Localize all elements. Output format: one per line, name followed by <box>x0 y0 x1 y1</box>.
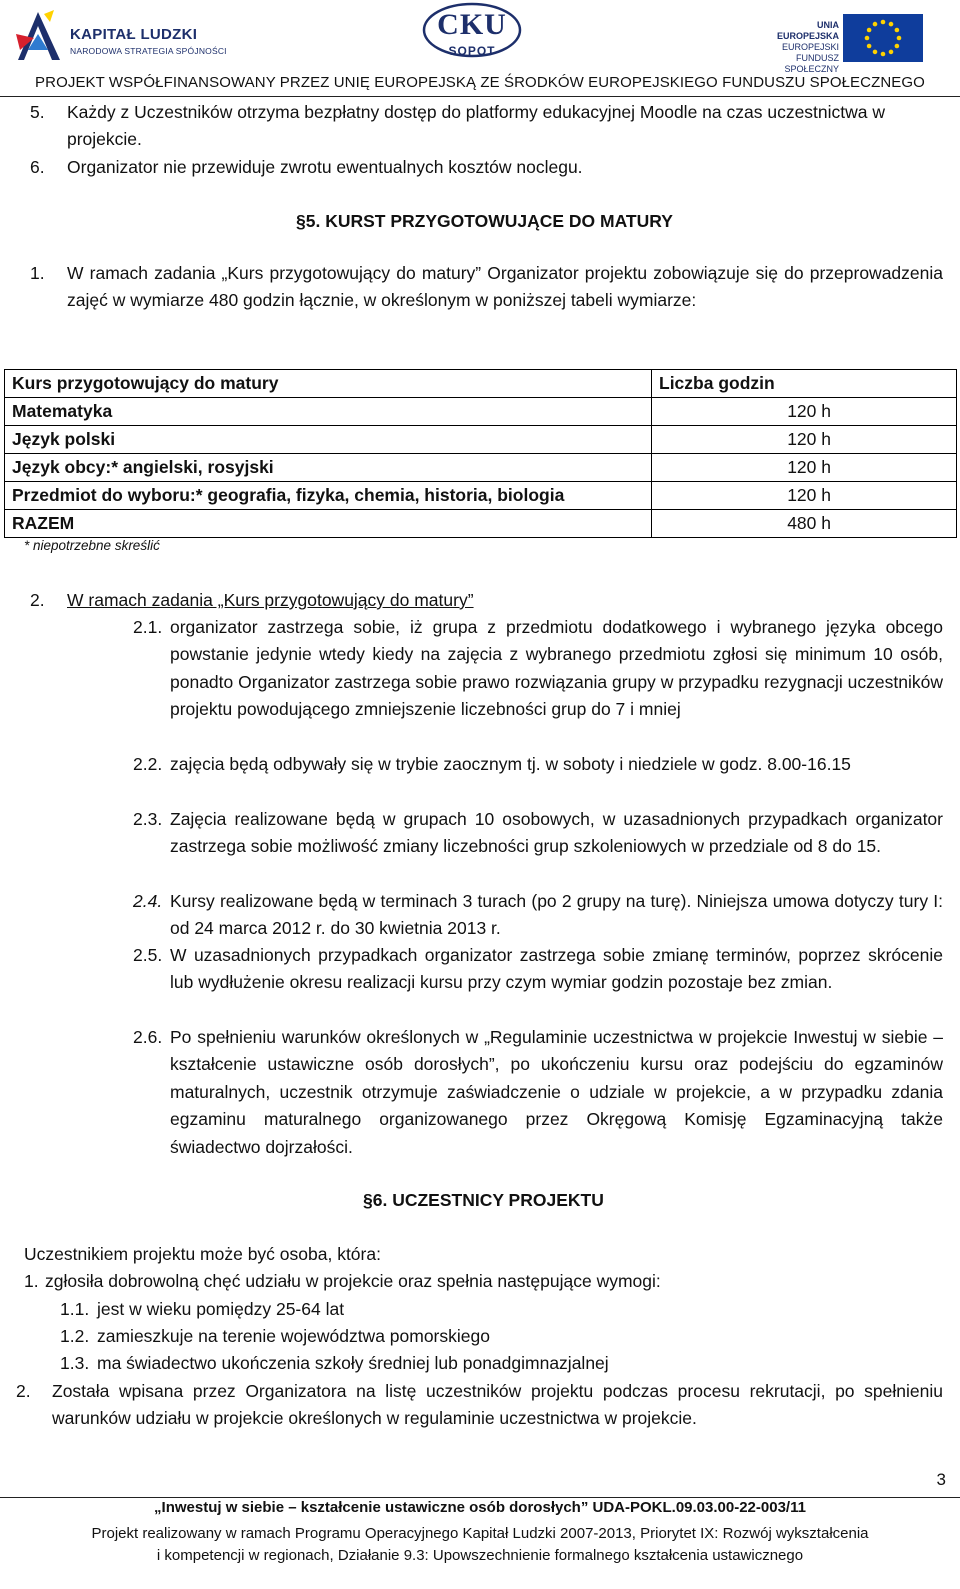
sub-text: Po spełnieniu warunków określonych w „Regulaminie uczestnictwa w projekcie Inwestuj w siebie – kształcenie ustawiczne osób dorosłych”, po ukończeniu kursu oraz podejściu do egzaminów maturalnych, uczestnik otrzymuje zaświadczenie o udziale w projekcie, a w przypadku zdania egzaminu maturalnego organizowanego przez Okręgową Komisję Egzaminacyjną także świadectwo dojrzałości. <box>170 1027 943 1157</box>
eu-line-3: FUNDUSZ SPOŁECZNY <box>784 53 839 74</box>
item-6-number: 6. <box>30 157 45 177</box>
eu-line-1: UNIA EUROPEJSKA <box>776 20 839 41</box>
sub-text: zamieszkuje na terenie województwa pomorskiego <box>97 1326 490 1346</box>
table-footnote: * niepotrzebne skreślić <box>24 538 160 553</box>
table-cell-subject: Przedmiot do wyboru:* geografia, fizyka, chemia, historia, biologia <box>5 482 652 510</box>
item-5-number: 5. <box>30 102 45 122</box>
table-cell-hours: 120 h <box>652 454 957 482</box>
s5-p2-text: W ramach zadania „Kurs przygotowujący do matury” <box>67 590 474 610</box>
table-header-course: Kurs przygotowujący do matury <box>5 370 652 398</box>
table-cell-subject: Język polski <box>5 426 652 454</box>
table-row-total <box>5 510 957 538</box>
sub-text: Kursy realizowane będą w terminach 3 turach (po 2 grupy na turę). Niniejsza umowa dotyczy tury I: od 24 marca 2012 r. do 30 kwietnia 2013 r. <box>170 891 943 939</box>
sub-text: zajęcia będą odbywały się w trybie zaocznym tj. w soboty i niedziele w godz. 8.00-16.15 <box>170 754 851 774</box>
s6-item-2-text: Została wpisana przez Organizatora na listę uczestników projektu podczas procesu rekrutacji, po spełnieniu warunków udziału w projekcie określonych w regulaminie uczestnictwa w projekcie. <box>52 1381 943 1429</box>
table-cell-hours: 120 h <box>652 398 957 426</box>
project-cofinancing-line: PROJEKT WSPÓŁFINANSOWANY PRZEZ UNIĘ EUROPEJSKĄ ZE ŚRODKÓW EUROPEJSKIEGO FUNDUSZU SPOŁECZNEGO <box>35 74 925 91</box>
s6-item-2-number: 2. <box>16 1381 31 1401</box>
table-cell-hours: 120 h <box>652 426 957 454</box>
footer-line-2: Projekt realizowany w ramach Programu Operacyjnego Kapitał Ludzki 2007-2013, Priorytet IX: Rozwój wykształcenia <box>91 1525 869 1542</box>
item-5-text: Każdy z Uczestników otrzyma bezpłatny dostęp do platformy edukacyjnej Moodle na czas uczestnictwa w projekcie. <box>67 102 886 150</box>
footer-program-info <box>0 1523 960 1567</box>
kapital-ludzki-logo <box>14 4 234 64</box>
table-cell-subject: RAZEM <box>5 510 652 538</box>
item-6-text: Organizator nie przewiduje zwrotu ewentualnych kosztów noclegu. <box>67 157 583 177</box>
table-header-hours: Liczba godzin <box>652 370 957 398</box>
s5-p1-text: W ramach zadania „Kurs przygotowujący do matury” Organizator projektu zobowiązuje się do przeprowadzenia zajęć w wymiarze 480 godzin łącznie, w określonym w poniższej tabeli wymiarze: <box>67 263 943 311</box>
sub-text: jest w wieku pomiędzy 25-64 lat <box>97 1299 345 1319</box>
sub-text: organizator zastrzega sobie, iż grupa z przedmiotu dodatkowego i wybranego języka obcego powstanie jedynie wtedy kiedy na zajęcia z wybranego przedmiotu zgłosi się minimum 10 osób, ponadto Organizator zastrzega sobie prawo rozwiązania grupy w przypadku rezygnacji uczestników projektu powodującego zmniejszenie liczebności grup do 7 i mniej <box>170 617 943 720</box>
footer-line-3: i kompetencji w regionach, Działanie 9.3: Upowszechnienie formalnego kształcenia ustawicznego <box>156 1547 804 1564</box>
footer-project-title: „Inwestuj w siebie – kształcenie ustawiczne osób dorosłych” UDA-POKL.09.03.00-22-003/11 <box>154 1499 806 1516</box>
section-6-heading: §6. UCZESTNICY PROJEKTU <box>363 1190 604 1210</box>
sub-number: 1.2. <box>60 1326 90 1346</box>
sub-number: 2.1. <box>133 617 163 637</box>
eu-flag-icon <box>843 14 923 62</box>
table-row <box>5 482 957 510</box>
kapital-ludzki-subtitle: NARODOWA STRATEGIA SPÓJNOŚCI <box>70 46 227 56</box>
s5-p2-number: 2. <box>30 590 45 610</box>
sub-text: W uzasadnionych przypadkach organizator zastrzega sobie zmianę terminów, poprzez skrócenie lub wydłużenie okresu realizacji kursu przy czym wymiar godzin pozostaje bez zmian. <box>170 945 943 993</box>
s5-p1-number: 1. <box>30 263 45 283</box>
eu-logo-text <box>755 20 839 75</box>
header-divider <box>0 96 960 97</box>
sub-number: 2.4. <box>133 891 163 911</box>
s6-intro: Uczestnikiem projektu może być osoba, która: <box>24 1244 381 1264</box>
sub-text: ma świadectwo ukończenia szkoły średniej lub ponadgimnazjalnej <box>97 1353 609 1373</box>
table-row <box>5 398 957 426</box>
cku-subtitle: SOPOT <box>448 44 496 58</box>
table-cell-subject: Matematyka <box>5 398 652 426</box>
s6-item-1-text: zgłosiła dobrowolną chęć udziału w projekcie oraz spełnia następujące wymogi: <box>45 1271 661 1291</box>
table-row <box>5 426 957 454</box>
table-cell-subject: Język obcy:* angielski, rosyjski <box>5 454 652 482</box>
page-number: 3 <box>936 1470 946 1489</box>
eu-logo <box>755 14 923 74</box>
sub-number: 2.2. <box>133 754 163 774</box>
cku-title: CKU <box>437 8 507 41</box>
hours-table <box>4 369 957 538</box>
footer-divider <box>0 1497 960 1498</box>
sub-number: 2.6. <box>133 1027 163 1047</box>
kapital-ludzki-emblem-icon <box>14 4 64 64</box>
kapital-ludzki-title: KAPITAŁ LUDZKI <box>70 26 198 43</box>
sub-number: 1.3. <box>60 1353 90 1373</box>
sub-number: 1.1. <box>60 1299 90 1319</box>
section-5-heading: §5. KURST PRZYGOTOWUJĄCE DO MATURY <box>296 211 673 231</box>
table-cell-hours: 120 h <box>652 482 957 510</box>
sub-number: 2.5. <box>133 945 163 965</box>
table-row <box>5 454 957 482</box>
sub-number: 2.3. <box>133 809 163 829</box>
sub-text: Zajęcia realizowane będą w grupach 10 osobowych, w uzasadnionych przypadkach organizator zastrzega sobie możliwość zmiany liczebności grup szkoleniowych w przedziale od 8 do 15. <box>170 809 943 857</box>
cku-sopot-logo <box>420 2 524 62</box>
s6-item-1-number: 1. <box>24 1271 39 1291</box>
table-cell-hours: 480 h <box>652 510 957 538</box>
eu-line-2: EUROPEJSKI <box>781 42 839 52</box>
